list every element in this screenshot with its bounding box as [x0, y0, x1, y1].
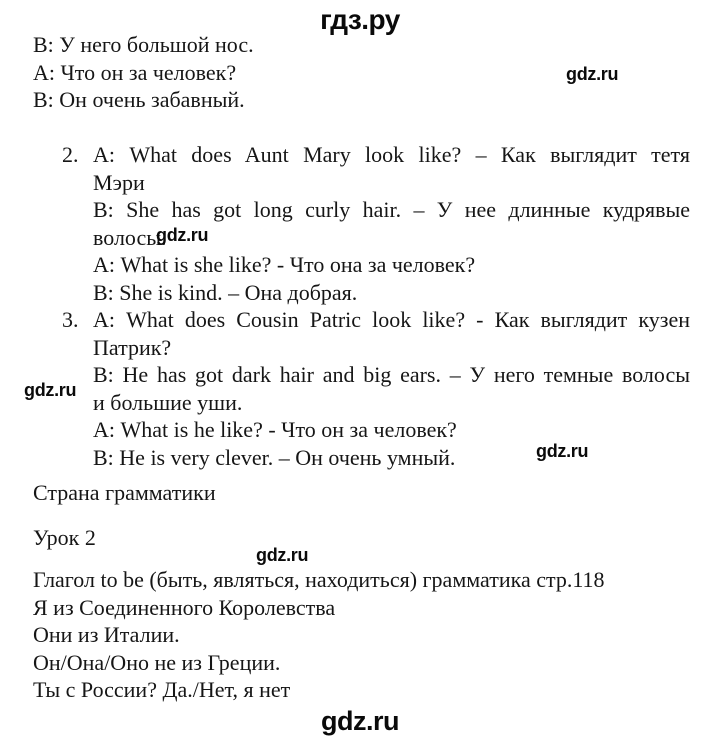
- grammar-line: Они из Италии.: [33, 622, 180, 647]
- gdz-watermark: gdz.ru: [256, 545, 309, 565]
- dialogue-intro-block: [33, 31, 254, 114]
- gdz-watermark: gdz.ru: [566, 64, 619, 84]
- dialogue-line: А: What does Aunt Mary look like? – Как выглядит тетя: [93, 142, 690, 167]
- dialogue-line: А: What does Cousin Patric look like? - Как выглядит кузен: [93, 307, 690, 332]
- list-item-content: [93, 141, 690, 306]
- dialogue-line: В: She has got long curly hair. – У нее длинные кудрявые: [93, 197, 690, 222]
- gdz-watermark: gdz.ru: [156, 225, 209, 245]
- lesson-subheading: Урок 2: [33, 525, 96, 550]
- dialogue-line: В: He is very clever. – Он очень умный.: [93, 444, 456, 470]
- list-item-number: 2.: [62, 142, 79, 167]
- site-logo-footer: gdz.ru: [321, 706, 399, 736]
- dialogue-line: В: He has got dark hair and big ears. – У него темные волосы: [93, 362, 690, 387]
- dialogue-line: Мэри: [93, 169, 145, 195]
- dialogue-line: А: What is he like? - Что он за человек?: [93, 417, 457, 442]
- list-item-content: [93, 306, 690, 471]
- grammar-line: Ты с России? Да./Нет, я нет: [33, 677, 291, 702]
- list-item: [62, 306, 690, 471]
- dialogue-line: В: У него большой нос.: [33, 32, 254, 57]
- dialogue-line: А: What is she like? - Что она за человек?: [93, 252, 476, 277]
- dialogue-line: Патрик?: [93, 334, 172, 360]
- grammar-line: Он/Она/Оно не из Греции.: [33, 649, 281, 675]
- section-heading-grammar: Страна грамматики: [33, 480, 216, 505]
- dialogue-line: В: She is kind. – Она добрая.: [93, 279, 358, 305]
- list-item: [62, 141, 690, 306]
- grammar-line: Я из Соединенного Королевства: [33, 594, 336, 620]
- site-logo-header: гдз.ру: [320, 4, 400, 35]
- dialogue-line: волосы.: [93, 224, 167, 250]
- gdz-watermark: gdz.ru: [536, 441, 589, 461]
- list-item-number: 3.: [62, 307, 79, 332]
- dialogue-line: В: Он очень забавный.: [33, 87, 245, 112]
- dialogue-line: А: Что он за человек?: [33, 59, 237, 85]
- gdz-watermark: gdz.ru: [24, 380, 77, 400]
- grammar-lines-block: [33, 566, 693, 704]
- dialogue-line: и большие уши.: [93, 389, 243, 415]
- grammar-line: Глагол to be (быть, являться, находиться) грамматика стр.118: [33, 567, 605, 592]
- answers-list: [62, 141, 690, 471]
